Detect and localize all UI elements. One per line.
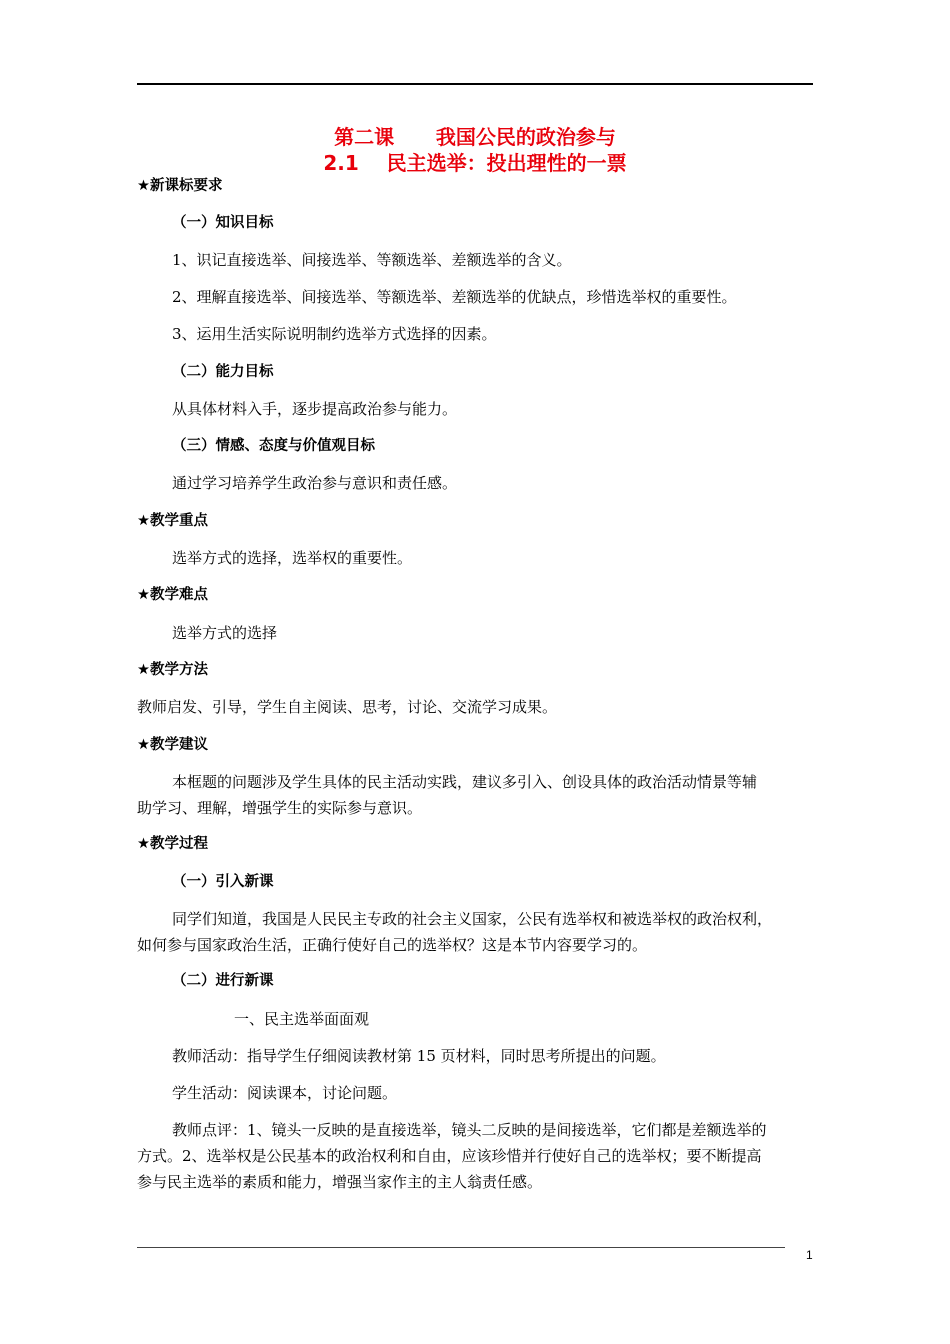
paragraph: 3、运用生活实际说明制约选举方式选择的因素。 [172,325,497,343]
subheading-new-lesson: （二）进行新课 [172,973,274,989]
subheading-intro: （一）引入新课 [172,874,274,890]
list-item: 一、民主选举面面观 [234,1010,370,1028]
paragraph: 参与民主选举的素质和能力，增强当家作主的主人翁责任感。 [137,1173,543,1191]
paragraph: 1、识记直接选举、间接选举、等额选举、差额选举的含义。 [172,251,572,269]
paragraph: 同学们知道，我国是人民民主专政的社会主义国家，公民有选举权和被选举权的政治权利， [172,910,773,928]
footer-rule [137,1247,785,1248]
lesson-title: 第二课 我国公民的政治参与 [334,125,616,149]
heading-difficulties: ★教学难点 [137,587,208,603]
paragraph: 学生活动：阅读课本，讨论问题。 [172,1084,398,1102]
paragraph: 从具体材料入手，逐步提高政治参与能力。 [172,400,458,418]
heading-curriculum: ★新课标要求 [137,178,223,194]
subheading-values: （三）情感、态度与价值观目标 [172,438,375,454]
paragraph: 教师活动：指导学生仔细阅读教材第 15 页材料，同时思考所提出的问题。 [172,1047,666,1065]
paragraph: 助学习、理解，增强学生的实际参与意识。 [137,799,423,817]
paragraph: 教师点评：1、镜头一反映的是直接选举，镜头二反映的是间接选举，它们都是差额选举的 [172,1121,767,1139]
paragraph: 教师启发、引导，学生自主阅读、思考，讨论、交流学习成果。 [137,698,558,716]
paragraph: 2、理解直接选举、间接选举、等额选举、差额选举的优缺点，珍惜选举权的重要性。 [172,288,737,306]
header-rule [137,83,813,85]
paragraph: 本框题的问题涉及学生具体的民主活动实践，建议多引入、创设具体的政治活动情景等辅 [172,773,758,791]
paragraph: 方式。2、选举权是公民基本的政治权利和自由，应该珍惜并行使好自己的选举权；要不断提高 [137,1147,762,1165]
paragraph: 如何参与国家政治生活，正确行使好自己的选举权？这是本节内容要学习的。 [137,936,648,954]
paragraph: 通过学习培养学生政治参与意识和责任感。 [172,474,458,492]
page-number: 1 [806,1248,813,1262]
section-title: 2.1 民主选举：投出理性的一票 [323,151,627,175]
heading-key-points: ★教学重点 [137,513,208,529]
heading-process: ★教学过程 [137,836,208,852]
heading-methods: ★教学方法 [137,662,208,678]
subheading-knowledge: （一）知识目标 [172,215,274,231]
subheading-ability: （二）能力目标 [172,364,274,380]
paragraph: 选举方式的选择，选举权的重要性。 [172,549,413,567]
heading-suggestions: ★教学建议 [137,737,208,753]
paragraph: 选举方式的选择 [172,624,278,642]
